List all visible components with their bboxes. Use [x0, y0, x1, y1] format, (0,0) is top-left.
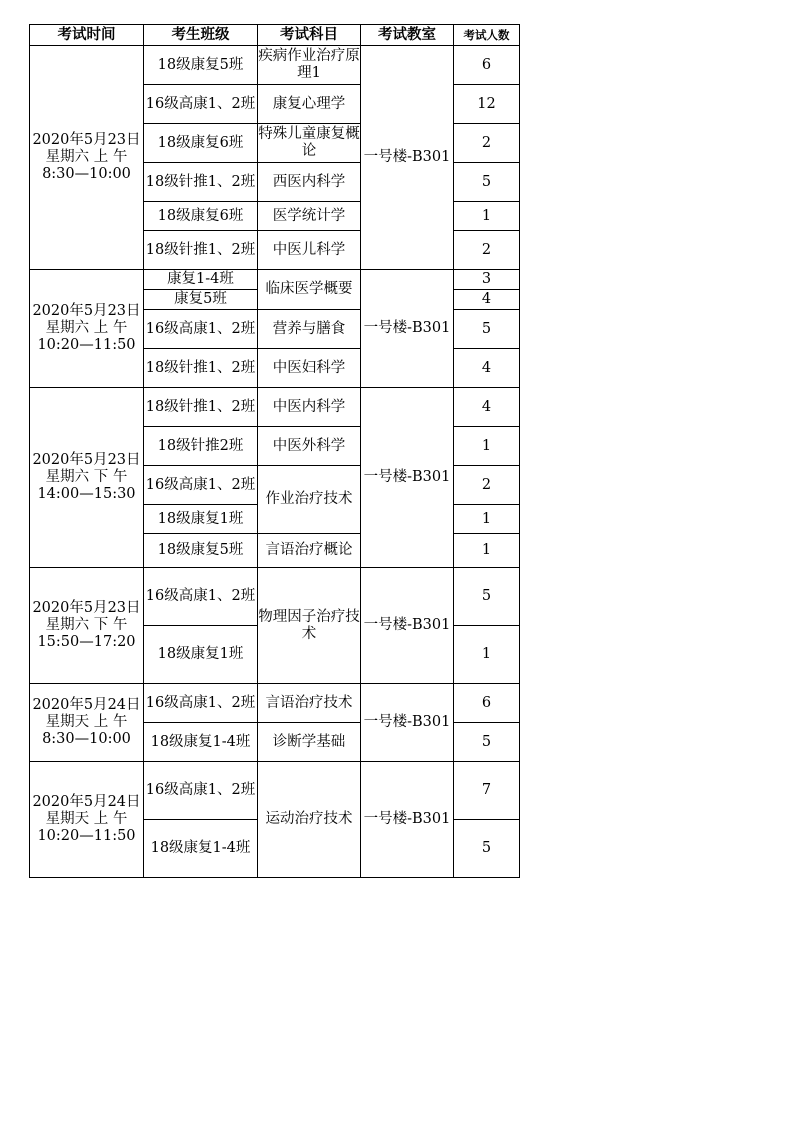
- class-cell: 16级高康1、2班: [144, 310, 258, 349]
- count-cell: 4: [454, 349, 520, 388]
- count-cell: 1: [454, 202, 520, 231]
- count-cell: 1: [454, 626, 520, 684]
- count-cell: 5: [454, 568, 520, 626]
- subject-cell: 中医儿科学: [258, 231, 361, 270]
- class-cell: 16级高康1、2班: [144, 684, 258, 723]
- count-cell: 6: [454, 684, 520, 723]
- subject-cell: 中医妇科学: [258, 349, 361, 388]
- room-cell: 一号楼-B301: [361, 762, 454, 878]
- table-row: [30, 762, 520, 820]
- class-cell: 18级针推2班: [144, 427, 258, 466]
- subject-cell: 物理因子治疗技术: [258, 568, 361, 684]
- subject-cell: 作业治疗技术: [258, 466, 361, 534]
- class-cell: 16级高康1、2班: [144, 85, 258, 124]
- class-cell: 18级康复1-4班: [144, 723, 258, 762]
- subject-cell: 特殊儿童康复概论: [258, 124, 361, 163]
- count-cell: 5: [454, 723, 520, 762]
- class-cell: 16级高康1、2班: [144, 568, 258, 626]
- exam-time-cell: 2020年5月23日 星期六 上 午 8:30—10:00: [30, 46, 144, 270]
- class-cell: 18级康复1-4班: [144, 820, 258, 878]
- class-cell: 18级针推1、2班: [144, 349, 258, 388]
- count-cell: 4: [454, 290, 520, 310]
- class-cell: 18级康复5班: [144, 534, 258, 568]
- subject-cell: 中医外科学: [258, 427, 361, 466]
- subject-cell: 西医内科学: [258, 163, 361, 202]
- room-cell: 一号楼-B301: [361, 684, 454, 762]
- count-cell: 6: [454, 46, 520, 85]
- class-cell: 16级高康1、2班: [144, 466, 258, 505]
- class-cell: 18级康复6班: [144, 202, 258, 231]
- subject-cell: 运动治疗技术: [258, 762, 361, 878]
- count-cell: 1: [454, 505, 520, 534]
- class-cell: 18级针推1、2班: [144, 163, 258, 202]
- count-cell: 5: [454, 310, 520, 349]
- exam-time-cell: 2020年5月23日 星期六 下 午 15:50—17:20: [30, 568, 144, 684]
- class-cell: 康复5班: [144, 290, 258, 310]
- class-cell: 18级康复1班: [144, 505, 258, 534]
- count-cell: 5: [454, 820, 520, 878]
- class-cell: 康复1-4班: [144, 270, 258, 290]
- count-cell: 12: [454, 85, 520, 124]
- room-cell: 一号楼-B301: [361, 568, 454, 684]
- count-cell: 7: [454, 762, 520, 820]
- subject-cell: 言语治疗技术: [258, 684, 361, 723]
- header-class: 考生班级: [144, 25, 258, 46]
- room-cell: 一号楼-B301: [361, 46, 454, 270]
- exam-time-cell: 2020年5月24日 星期天 上 午 10:20—11:50: [30, 762, 144, 878]
- table-row: [30, 568, 520, 626]
- count-cell: 3: [454, 270, 520, 290]
- subject-cell: 营养与膳食: [258, 310, 361, 349]
- subject-cell: 医学统计学: [258, 202, 361, 231]
- header-subject: 考试科目: [258, 25, 361, 46]
- header-row: [30, 25, 520, 46]
- exam-time-cell: 2020年5月23日 星期六 下 午 14:00—15:30: [30, 388, 144, 568]
- subject-cell: 中医内科学: [258, 388, 361, 427]
- count-cell: 5: [454, 163, 520, 202]
- class-cell: 18级康复5班: [144, 46, 258, 85]
- room-cell: 一号楼-B301: [361, 270, 454, 388]
- class-cell: 18级针推1、2班: [144, 231, 258, 270]
- table-row: [30, 270, 520, 290]
- subject-cell: 诊断学基础: [258, 723, 361, 762]
- table-row: [30, 388, 520, 427]
- class-cell: 18级康复1班: [144, 626, 258, 684]
- table-row: [30, 46, 520, 85]
- class-cell: 16级高康1、2班: [144, 762, 258, 820]
- count-cell: 2: [454, 124, 520, 163]
- room-cell: 一号楼-B301: [361, 388, 454, 568]
- count-cell: 1: [454, 427, 520, 466]
- subject-cell: 疾病作业治疗原理1: [258, 46, 361, 85]
- count-cell: 4: [454, 388, 520, 427]
- table-row: [30, 684, 520, 723]
- header-time: 考试时间: [30, 25, 144, 46]
- count-cell: 2: [454, 466, 520, 505]
- class-cell: 18级针推1、2班: [144, 388, 258, 427]
- class-cell: 18级康复6班: [144, 124, 258, 163]
- subject-cell: 临床医学概要: [258, 270, 361, 310]
- subject-cell: 言语治疗概论: [258, 534, 361, 568]
- exam-time-cell: 2020年5月23日 星期六 上 午 10:20—11:50: [30, 270, 144, 388]
- exam-time-cell: 2020年5月24日 星期天 上 午 8:30—10:00: [30, 684, 144, 762]
- exam-schedule-table: [29, 24, 520, 878]
- header-count: 考试人数: [454, 25, 520, 46]
- count-cell: 1: [454, 534, 520, 568]
- count-cell: 2: [454, 231, 520, 270]
- header-room: 考试教室: [361, 25, 454, 46]
- subject-cell: 康复心理学: [258, 85, 361, 124]
